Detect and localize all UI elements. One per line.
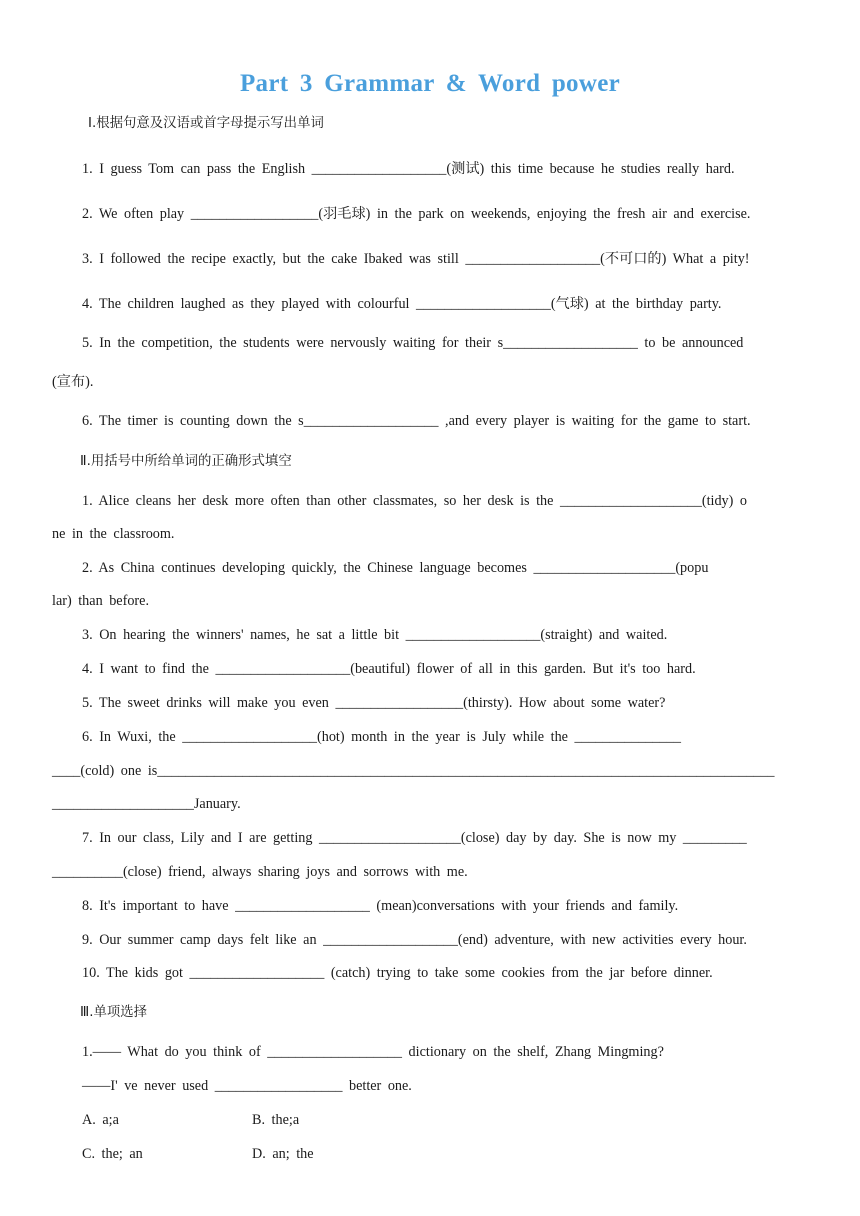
s2-question-5: 5. The sweet drinks will make you even __________________(thirsty). How about some water? — [82, 695, 666, 711]
s2-question-1-cont: ne in the classroom. — [52, 526, 175, 542]
section-1-heading: Ⅰ.根据句意及汉语或首字母提示写出单词 — [88, 116, 324, 131]
s2-question-6: 6. In Wuxi, the ___________________(hot) month in the year is July while the _______________ — [82, 729, 681, 745]
s2-question-3: 3. On hearing the winners' names, he sat a little bit ___________________(straight) and waited. — [82, 627, 668, 643]
s2-question-8: 8. It's important to have ___________________ (mean)conversations with your friends and family. — [82, 898, 679, 914]
s3-question-1: 1.—— What do you think of ___________________ dictionary on the shelf, Zhang Mingming? — [82, 1044, 664, 1060]
option-d: D. an; the — [252, 1146, 314, 1162]
s1-question-1: 1. I guess Tom can pass the English ___________________(测试) this time because he studies really hard. — [82, 161, 735, 177]
s2-question-9: 9. Our summer camp days felt like an ___________________(end) adventure, with new activities every hour. — [82, 932, 747, 948]
section-3-heading: Ⅲ.单项选择 — [80, 1005, 148, 1020]
s2-question-1: 1. Alice cleans her desk more often than other classmates, so her desk is the ____________________(tidy) o — [82, 493, 748, 509]
s1-question-4: 4. The children laughed as they played with colourful ___________________(气球) at the birthday party. — [82, 296, 722, 312]
option-c: C. the; an — [82, 1146, 143, 1162]
s2-question-10: 10. The kids got ___________________ (catch) trying to take some cookies from the jar before dinner. — [82, 965, 713, 981]
s3-question-1-reply: ——I' ve never used __________________ better one. — [82, 1078, 412, 1094]
s1-question-3: 3. I followed the recipe exactly, but the cake Ibaked was still ___________________(不可口的) What a pity! — [82, 251, 750, 267]
s2-question-6-cont: ____(cold) one is_______________________________________________________________________________________ — [52, 763, 775, 779]
option-a: A. a;a — [82, 1112, 119, 1128]
s2-question-4: 4. I want to find the ___________________(beautiful) flower of all in this garden. But it's too hard. — [82, 661, 696, 677]
option-b: B. the;a — [252, 1112, 300, 1128]
s1-question-5: 5. In the competition, the students were nervously waiting for their s___________________ to be announced — [82, 335, 744, 351]
s1-question-2: 2. We often play __________________(羽毛球) in the park on weekends, enjoying the fresh air and exercise. — [82, 206, 751, 222]
section-2-heading: Ⅱ.用括号中所给单词的正确形式填空 — [80, 454, 292, 469]
s2-question-7-cont: __________(close) friend, always sharing joys and sorrows with me. — [52, 864, 468, 880]
s2-question-2-cont: lar) than before. — [52, 593, 149, 609]
s2-question-2: 2. As China continues developing quickly, the Chinese language becomes ____________________(popu — [82, 560, 709, 576]
s2-question-6-cont2: ____________________January. — [52, 796, 241, 812]
s1-question-5-cont: (宣布). — [52, 374, 94, 390]
page-title: Part 3 Grammar & Word power — [239, 70, 621, 97]
s1-question-6: 6. The timer is counting down the s___________________ ,and every player is waiting for the game to start. — [82, 413, 751, 429]
s2-question-7: 7. In our class, Lily and I are getting ____________________(close) day by day. She is now my _________ — [82, 830, 747, 846]
